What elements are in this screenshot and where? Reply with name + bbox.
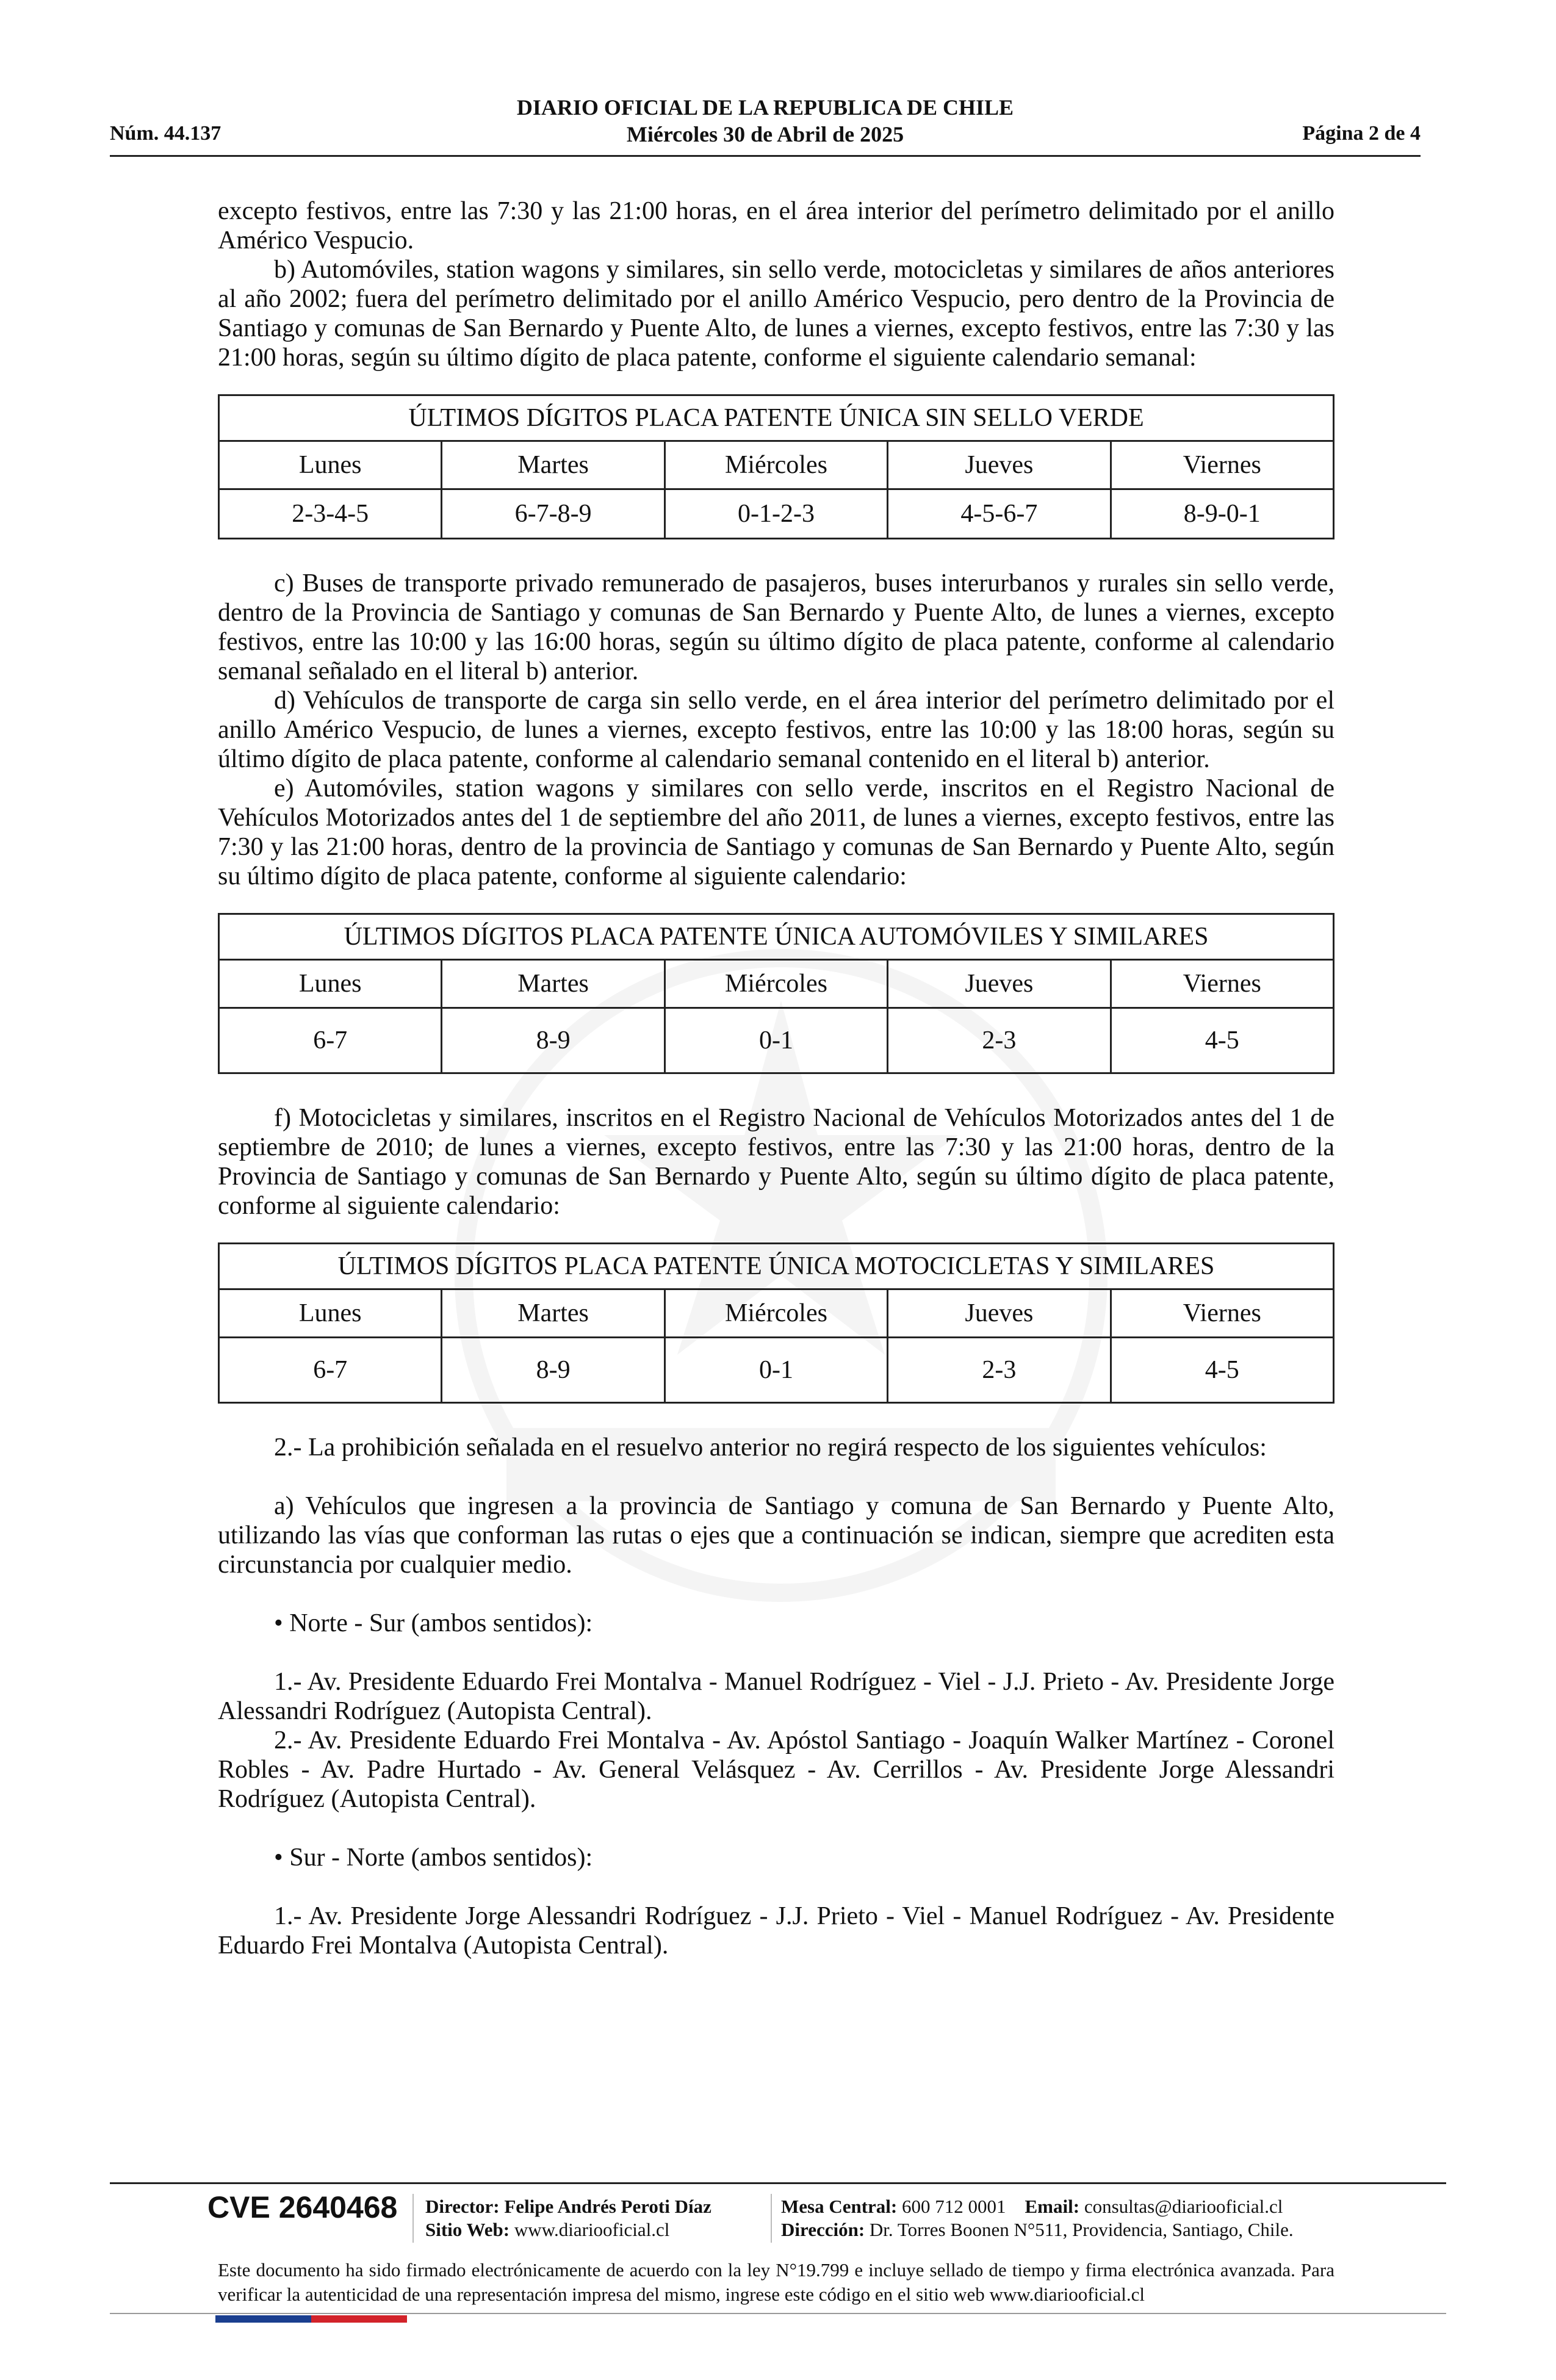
digits-cell: 2-3 xyxy=(888,1008,1111,1073)
header-center xyxy=(110,94,1421,148)
table-title: ÚLTIMOS DÍGITOS PLACA PATENTE ÚNICA MOTOCICLETAS Y SIMILARES xyxy=(219,1244,1334,1289)
day-cell: Lunes xyxy=(219,441,442,489)
footer-separator xyxy=(771,2194,772,2243)
flag-stripe-blue xyxy=(215,2315,311,2323)
digits-cell: 4-5 xyxy=(1111,1338,1333,1403)
digits-cell: 8-9-0-1 xyxy=(1111,489,1333,539)
page-header xyxy=(110,94,1421,155)
digits-cell: 4-5-6-7 xyxy=(888,489,1111,539)
footer-director-block xyxy=(425,2195,711,2241)
digits-cell: 4-5 xyxy=(1111,1008,1333,1073)
email-link[interactable]: consultas@diariooficial.cl xyxy=(1084,2196,1283,2217)
director-name: Felipe Andrés Peroti Díaz xyxy=(504,2196,711,2217)
issue-date: Miércoles 30 de Abril de 2025 xyxy=(626,122,904,146)
digits-cell: 6-7 xyxy=(219,1338,442,1403)
norte-sur-route-1: 1.- Av. Presidente Eduardo Frei Montalva - Manuel Rodríguez - Viel - J.J. Prieto - Av. Presidente Jorge Alessandri Rodríguez (Autopista Central). xyxy=(218,1668,1334,1725)
day-cell: Viernes xyxy=(1111,1289,1333,1338)
table-title: ÚLTIMOS DÍGITOS PLACA PATENTE ÚNICA AUTOMÓVILES Y SIMILARES xyxy=(219,914,1334,960)
digits-cell: 0-1-2-3 xyxy=(665,489,887,539)
day-cell: Jueves xyxy=(888,1289,1111,1338)
paragraph-continued: excepto festivos, entre las 7:30 y las 21:00 horas, en el área interior del perímetro delimitado por el anillo Américo Vespucio. xyxy=(218,197,1334,254)
day-cell: Lunes xyxy=(219,960,442,1008)
flag-stripe-red xyxy=(311,2315,407,2323)
header-divider xyxy=(110,155,1421,157)
calendar-table-automoviles xyxy=(218,913,1334,1074)
sur-norte-heading: • Sur - Norte (ambos sentidos): xyxy=(274,1844,593,1872)
paragraph-e: e) Automóviles, station wagons y similares con sello verde, inscritos en el Registro Nacional de Vehículos Motorizados antes del 1 de septiembre del año 2011, de lunes a viernes, excepto festivos, entre las 7:30 y las 21:00 horas, dentro de la provincia de Santiago y comunas de San Bernardo y Puente Alto, según su último dígito de placa patente, conforme al siguiente calendario: xyxy=(218,774,1334,890)
day-cell: Lunes xyxy=(219,1289,442,1338)
digits-cell: 6-7-8-9 xyxy=(442,489,665,539)
paragraph-f: f) Motocicletas y similares, inscritos en el Registro Nacional de Vehículos Motorizados antes del 1 de septiembre de 2010; de lunes a viernes, excepto festivos, entre las 7:30 y las 21:00 horas, dentro de la Provincia de Santiago y comunas de San Bernardo y Puente Alto, según su último dígito de placa patente, conforme al siguiente calendario: xyxy=(218,1104,1334,1220)
mesa-phone: 600 712 0001 xyxy=(902,2196,1006,2217)
paragraph-2a: a) Vehículos que ingresen a la provincia de Santiago y comuna de San Bernardo y Puente Alto, utilizando las vías que conforman las rutas o ejes que a continuación se indican, siempre que acrediten esta circunstancia por cualquier medio. xyxy=(218,1492,1334,1579)
digits-cell: 0-1 xyxy=(665,1338,887,1403)
sur-norte-route-1: 1.- Av. Presidente Jorge Alessandri Rodríguez - J.J. Prieto - Viel - Manuel Rodríguez - Av. Presidente Eduardo Frei Montalva (Autopista Central). xyxy=(218,1902,1334,1960)
paragraph-b: b) Automóviles, station wagons y similares, sin sello verde, motocicletas y similares de años anteriores al año 2002; fuera del perímetro delimitado por el anillo Américo Vespucio, pero dentro de la Provincia de Santiago y comunas de San Bernardo y Puente Alto, de lunes a viernes, excepto festivos, entre las 7:30 y las 21:00 horas, según su último dígito de placa patente, conforme el siguiente calendario semanal: xyxy=(218,256,1334,372)
digits-cell: 2-3-4-5 xyxy=(219,489,442,539)
norte-sur-route-2: 2.- Av. Presidente Eduardo Frei Montalva - Av. Apóstol Santiago - Joaquín Walker Martínez - Coronel Robles - Av. Padre Hurtado - Av. General Velásquez - Av. Cerrillos - Av. Presidente Jorge Alessandri Rodríguez (Autopista Central). xyxy=(218,1726,1334,1813)
direccion-label: Dirección: xyxy=(781,2219,865,2240)
web-label: Sitio Web: xyxy=(425,2219,510,2240)
day-cell: Miércoles xyxy=(665,960,887,1008)
norte-sur-heading: • Norte - Sur (ambos sentidos): xyxy=(274,1609,593,1637)
main-content xyxy=(218,197,1334,1960)
director-label: Director: xyxy=(425,2196,500,2217)
day-cell: Jueves xyxy=(888,441,1111,489)
day-cell: Miércoles xyxy=(665,441,887,489)
signature-note: Este documento ha sido firmado electrónicamente de acuerdo con la ley N°19.799 e incluye sellado de tiempo y firma electrónica avanzada. Para verificar la autenticidad de una representación impresa del mismo, ingrese este código en el sitio web www.diariooficial.cl xyxy=(218,2259,1334,2305)
day-cell: Martes xyxy=(442,960,665,1008)
digits-cell: 6-7 xyxy=(219,1008,442,1073)
footer-bottom-divider xyxy=(110,2313,1446,2314)
footer-contact-block xyxy=(781,2195,1294,2241)
paragraph-2: 2.- La prohibición señalada en el resuelvo anterior no regirá respecto de los siguientes vehículos: xyxy=(274,1433,1267,1462)
website-link[interactable]: www.diariooficial.cl xyxy=(514,2219,670,2240)
email-label: Email: xyxy=(1025,2196,1080,2217)
day-cell: Jueves xyxy=(888,960,1111,1008)
footer-separator xyxy=(412,2194,414,2243)
mesa-label: Mesa Central: xyxy=(781,2196,898,2217)
journal-title: DIARIO OFICIAL DE LA REPUBLICA DE CHILE xyxy=(516,95,1014,120)
page-number: Página 2 de 4 xyxy=(1302,122,1421,145)
calendar-table-sin-sello-verde xyxy=(218,394,1334,539)
day-cell: Viernes xyxy=(1111,960,1333,1008)
table-title: ÚLTIMOS DÍGITOS PLACA PATENTE ÚNICA SIN SELLO VERDE xyxy=(219,395,1334,441)
digits-cell: 8-9 xyxy=(442,1338,665,1403)
footer-divider xyxy=(110,2182,1446,2184)
paragraph-c: c) Buses de transporte privado remunerado de pasajeros, buses interurbanos y rurales sin sello verde, dentro de la Provincia de Santiago y comunas de San Bernardo y Puente Alto, de lunes a viernes, excepto festivos, entre las 10:00 y las 16:00 horas, según su último dígito de placa patente, conforme al calendario semanal señalado en el literal b) anterior. xyxy=(218,569,1334,685)
cve-code: CVE 2640468 xyxy=(207,2190,398,2224)
day-cell: Martes xyxy=(442,441,665,489)
calendar-table-motocicletas xyxy=(218,1242,1334,1404)
address: Dr. Torres Boonen N°511, Providencia, Santiago, Chile. xyxy=(869,2219,1294,2240)
paragraph-d: d) Vehículos de transporte de carga sin sello verde, en el área interior del perímetro delimitado por el anillo Américo Vespucio, de lunes a viernes, excepto festivos, entre las 10:00 y las 18:00 horas, según su último dígito de placa patente, conforme al calendario semanal contenido en el literal b) anterior. xyxy=(218,687,1334,773)
issue-number: Núm. 44.137 xyxy=(110,122,222,145)
digits-cell: 0-1 xyxy=(665,1008,887,1073)
digits-cell: 8-9 xyxy=(442,1008,665,1073)
day-cell: Martes xyxy=(442,1289,665,1338)
day-cell: Miércoles xyxy=(665,1289,887,1338)
day-cell: Viernes xyxy=(1111,441,1333,489)
digits-cell: 2-3 xyxy=(888,1338,1111,1403)
